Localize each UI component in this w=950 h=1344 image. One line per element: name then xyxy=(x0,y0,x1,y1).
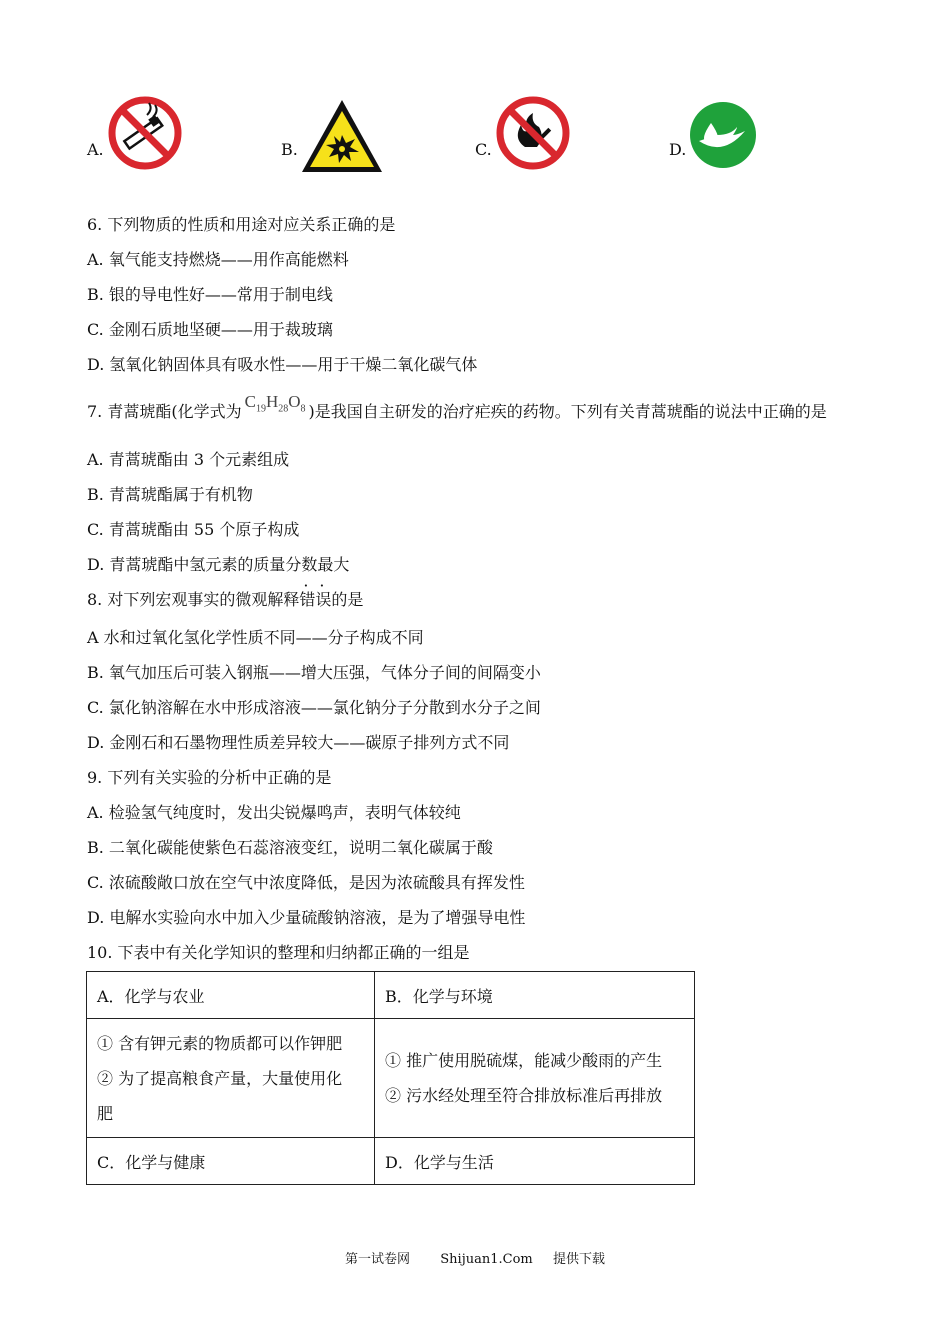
q6-option-c: C. 金刚石质地坚硬——用于裁玻璃 xyxy=(87,320,333,339)
q9-option-a: A. 检验氢气纯度时，发出尖锐爆鸣声，表明气体较纯 xyxy=(87,803,461,822)
no-smoking-icon xyxy=(107,95,183,171)
water-saving-icon xyxy=(689,95,759,171)
option-b-label: B. xyxy=(281,140,298,159)
q8-option-b: B. 氧气加压后可装入钢瓶——增大压强，气体分子间的间隔变小 xyxy=(87,663,541,682)
q9-option-c: C. 浓硫酸敞口放在空气中浓度降低，是因为浓硫酸具有挥发性 xyxy=(87,873,525,892)
q6-option-a: A. 氧气能支持燃烧——用作高能燃料 xyxy=(87,250,349,269)
footer-site-name: 第一试卷网 xyxy=(344,1252,410,1267)
footer-note: 提供下载 xyxy=(553,1252,606,1267)
table-cell-a-head: A．化学与农业 xyxy=(87,972,375,1019)
q8-option-a: A 水和过氧化氢化学性质不同——分子构成不同 xyxy=(87,628,424,647)
table-cell-a-body: ① 含有钾元素的物质都可以作钾肥 ② 为了提高粮食产量，大量使用化 肥 xyxy=(87,1019,375,1138)
q7-option-b: B. 青蒿琥酯属于有机物 xyxy=(87,485,253,504)
q6-option-d: D. 氢氧化钠固体具有吸水性——用于干燥二氧化碳气体 xyxy=(87,355,478,374)
q7-stem-post: )是我国自主研发的治疗疟疾的药物。下列有关青蒿琥酯的说法中正确的是 xyxy=(308,402,827,421)
page-footer xyxy=(0,1248,950,1267)
table-cell-b-body: ① 推广使用脱硫煤，能减少酸雨的产生 ② 污水经处理至符合排放标准后再排放 xyxy=(375,1019,695,1138)
q7-option-d: D. 青蒿琥酯中氢元素的质量分数最大 xyxy=(87,555,350,574)
q10-table xyxy=(86,971,695,1185)
emphasis-char: 错 xyxy=(299,590,316,609)
q7-option-a: A. 青蒿琥酯由 3 个元素组成 xyxy=(87,450,290,469)
no-open-flame-icon xyxy=(495,95,571,171)
option-d-label: D. xyxy=(669,140,687,159)
q8-option-c: C. 氯化钠溶解在水中形成溶液——氯化钠分子分散到水分子之间 xyxy=(87,698,541,717)
q9-option-b: B. 二氧化碳能使紫色石蕊溶液变红，说明二氧化碳属于酸 xyxy=(87,838,493,857)
q9-stem: 9. 下列有关实验的分析中正确的是 xyxy=(87,768,332,787)
q9-option-d: D. 电解水实验向水中加入少量硫酸钠溶液，是为了增强导电性 xyxy=(87,908,526,927)
explosive-warning-icon xyxy=(299,97,385,175)
option-b xyxy=(281,95,391,175)
option-c-label: C. xyxy=(475,140,492,159)
q6-stem: 6. 下列物质的性质和用途对应关系正确的是 xyxy=(87,215,396,234)
table-cell-d-head: D．化学与生活 xyxy=(375,1138,695,1185)
option-a-label: A. xyxy=(87,140,104,159)
option-a xyxy=(87,95,187,175)
chemical-formula: $C_{19}H_{28}O_8$ xyxy=(244,392,306,415)
table-cell-c-head: C．化学与健康 xyxy=(87,1138,375,1185)
footer-site-url: Shijuan1.Com xyxy=(440,1252,533,1267)
q6-option-b: B. 银的导电性好——常用于制电线 xyxy=(87,285,333,304)
option-c xyxy=(475,95,575,175)
options-signs-row xyxy=(0,95,950,180)
q8-stem: 8. 对下列宏观事实的微观解释错误的是 xyxy=(87,590,364,609)
table-cell-b-head: B．化学与环境 xyxy=(375,972,695,1019)
option-d xyxy=(669,95,769,175)
q7-option-c: C. 青蒿琥酯由 55 个原子构成 xyxy=(87,520,300,539)
q10-stem: 10. 下表中有关化学知识的整理和归纳都正确的一组是 xyxy=(87,943,470,962)
emphasis-char: 误 xyxy=(315,590,332,609)
q7-stem xyxy=(87,392,827,424)
q7-stem-pre: 7. 青蒿琥酯(化学式为 xyxy=(87,402,242,421)
q8-option-d: D. 金刚石和石墨物理性质差异较大——碳原子排列方式不同 xyxy=(87,733,510,752)
